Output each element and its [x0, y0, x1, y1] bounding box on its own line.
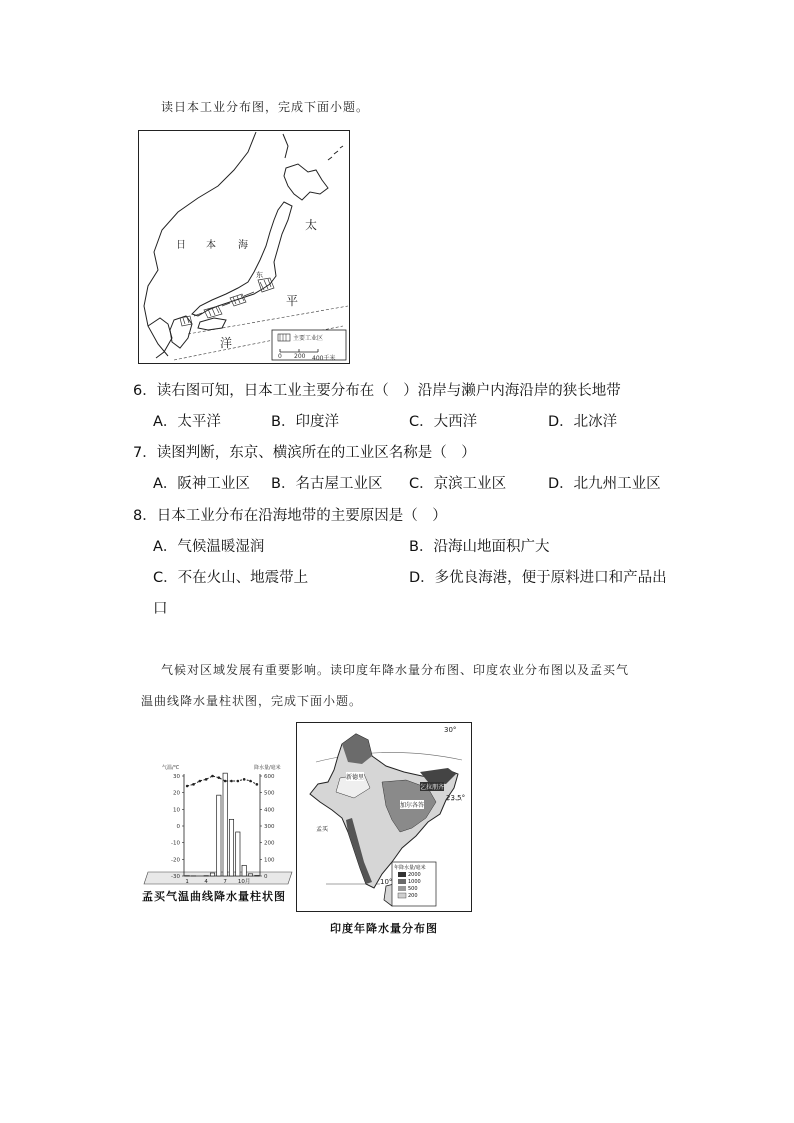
question-7-number: 7．: [133, 445, 157, 461]
question-8-option-b[interactable]: B．沿海山地面积广大: [409, 539, 550, 555]
lat-23-5-label: 23.5°: [446, 794, 466, 802]
japan-industry-map: [138, 130, 350, 364]
rain-legend-500: 500: [408, 886, 418, 892]
precip-bar: [255, 876, 259, 877]
right-tick-label: 500: [264, 790, 275, 797]
question-7-option-c[interactable]: C．京滨工业区: [409, 476, 507, 492]
temp-point: [230, 780, 233, 783]
precip-bar: [210, 873, 214, 876]
temp-point: [186, 785, 189, 788]
climate-chart-caption: 孟买气温曲线降水量柱状图: [142, 890, 286, 903]
rain-legend-200: 200: [408, 893, 418, 899]
precip-bar: [236, 832, 240, 876]
section1-intro: 读日本工业分布图，完成下面小题。: [161, 100, 370, 114]
question-6-option-c[interactable]: C．大西洋: [409, 414, 478, 430]
precip-bar: [229, 819, 233, 876]
place-kolkata: 加尔各答: [400, 802, 425, 809]
place-mumbai: 孟买: [316, 826, 329, 833]
temp-point: [249, 780, 252, 783]
question-7-option-a[interactable]: A．阪神工业区: [153, 476, 250, 492]
mumbai-climate-chart: [142, 760, 294, 908]
temp-point: [205, 778, 208, 781]
question-8-option-a[interactable]: A．气候温暖湿润: [153, 539, 265, 555]
question-7-option-d[interactable]: D．北九州工业区: [548, 476, 661, 492]
rain-legend-1000: 1000: [408, 879, 421, 885]
left-tick-label: 10: [173, 807, 180, 814]
precip-bar: [242, 865, 246, 876]
question-6-text: 读右图可知，日本工业主要分布在（ ）沿岸与濑户内海沿岸的狭长地带: [156, 383, 621, 399]
section2-intro-line2: 温曲线降水量柱状图，完成下面小题。: [141, 694, 363, 708]
right-tick-label: 300: [264, 824, 275, 830]
left-tick-label: 20: [173, 790, 180, 797]
legend-scale-0: 0: [278, 353, 282, 360]
pacific-label-2: 平: [286, 294, 299, 308]
temp-point: [211, 775, 214, 778]
question-8-option-c[interactable]: C．不在火山、地震带上: [153, 570, 309, 586]
question-8-option-d-continued: 口: [153, 601, 168, 617]
precip-bar: [248, 874, 252, 876]
temp-point: [256, 783, 259, 786]
pacific-label-1: 太: [305, 218, 318, 232]
legend-scale-400: 400千米: [312, 355, 336, 362]
right-axis-title: 降水量/毫米: [254, 765, 281, 771]
precip-bar: [223, 773, 227, 876]
x-tick-label: 1: [185, 879, 189, 885]
climate-chart-svg: [142, 760, 294, 908]
sea-of-japan-label-1: 日: [176, 240, 186, 251]
left-tick-label: 0: [176, 824, 180, 830]
legend-industry-label: 主要工业区: [293, 335, 324, 342]
question-8-option-d[interactable]: D．多优良海港，便于原料进口和产品出: [409, 570, 667, 586]
india-map-caption: 印度年降水量分布图: [330, 922, 438, 935]
section2-intro-line1: 气候对区域发展有重要影响。读印度年降水量分布图、印度农业分布图以及孟买气: [161, 663, 630, 677]
rain-legend-2000: 2000: [408, 872, 421, 878]
right-tick-label: 400: [264, 807, 275, 814]
question-6-option-d[interactable]: D．北冰洋: [548, 414, 618, 430]
temp-point: [192, 783, 195, 786]
left-tick-label: 30: [173, 774, 180, 780]
right-tick-label: 100: [264, 857, 275, 864]
sea-of-japan-label-3: 海: [238, 240, 248, 251]
right-tick-label: 0: [264, 874, 268, 880]
precip-bar: [217, 795, 221, 876]
right-tick-label: 200: [264, 840, 275, 847]
legend-scale-200: 200: [294, 353, 306, 360]
right-tick-label: 600: [264, 774, 275, 780]
temp-point: [199, 780, 202, 783]
sea-of-japan-label-2: 本: [206, 240, 216, 251]
question-8-text: 日本工业分布在沿海地带的主要原因是（ ）: [156, 508, 447, 524]
left-tick-label: -20: [171, 857, 180, 864]
x-tick-label: 7: [223, 879, 227, 885]
temp-point: [218, 776, 221, 779]
question-7-option-b[interactable]: B．名古屋工业区: [271, 476, 383, 492]
x-tick-label: 10月: [237, 879, 251, 885]
temp-point: [224, 780, 227, 783]
left-tick-label: -10: [171, 840, 180, 847]
x-tick-label: 4: [204, 879, 208, 885]
lat-30-label: 30°: [444, 726, 457, 734]
question-6: [133, 379, 621, 400]
india-rainfall-map: [296, 722, 472, 912]
question-8-number: 8．: [133, 508, 157, 524]
temp-point: [243, 778, 246, 781]
temp-point: [237, 780, 240, 783]
question-8: [133, 504, 447, 525]
pacific-label-3: 洋: [220, 336, 233, 350]
lat-10-label: 10°: [380, 878, 393, 886]
question-6-number: 6．: [133, 383, 157, 399]
left-tick-label: -30: [171, 874, 180, 880]
question-7: [133, 441, 476, 462]
question-6-option-b[interactable]: B．印度洋: [271, 414, 339, 430]
place-cherrapunji: 乞拉朋齐: [420, 784, 445, 791]
question-6-option-a[interactable]: A．太平洋: [153, 414, 221, 430]
east-label: 东: [256, 271, 263, 279]
left-axis-title: 气温/℃: [162, 765, 180, 771]
place-new-delhi: 新德里: [346, 774, 365, 781]
question-7-text: 读图判断，东京、横滨所在的工业区名称是（ ）: [156, 445, 476, 461]
rain-legend-title: 年降水量/毫米: [394, 865, 426, 871]
